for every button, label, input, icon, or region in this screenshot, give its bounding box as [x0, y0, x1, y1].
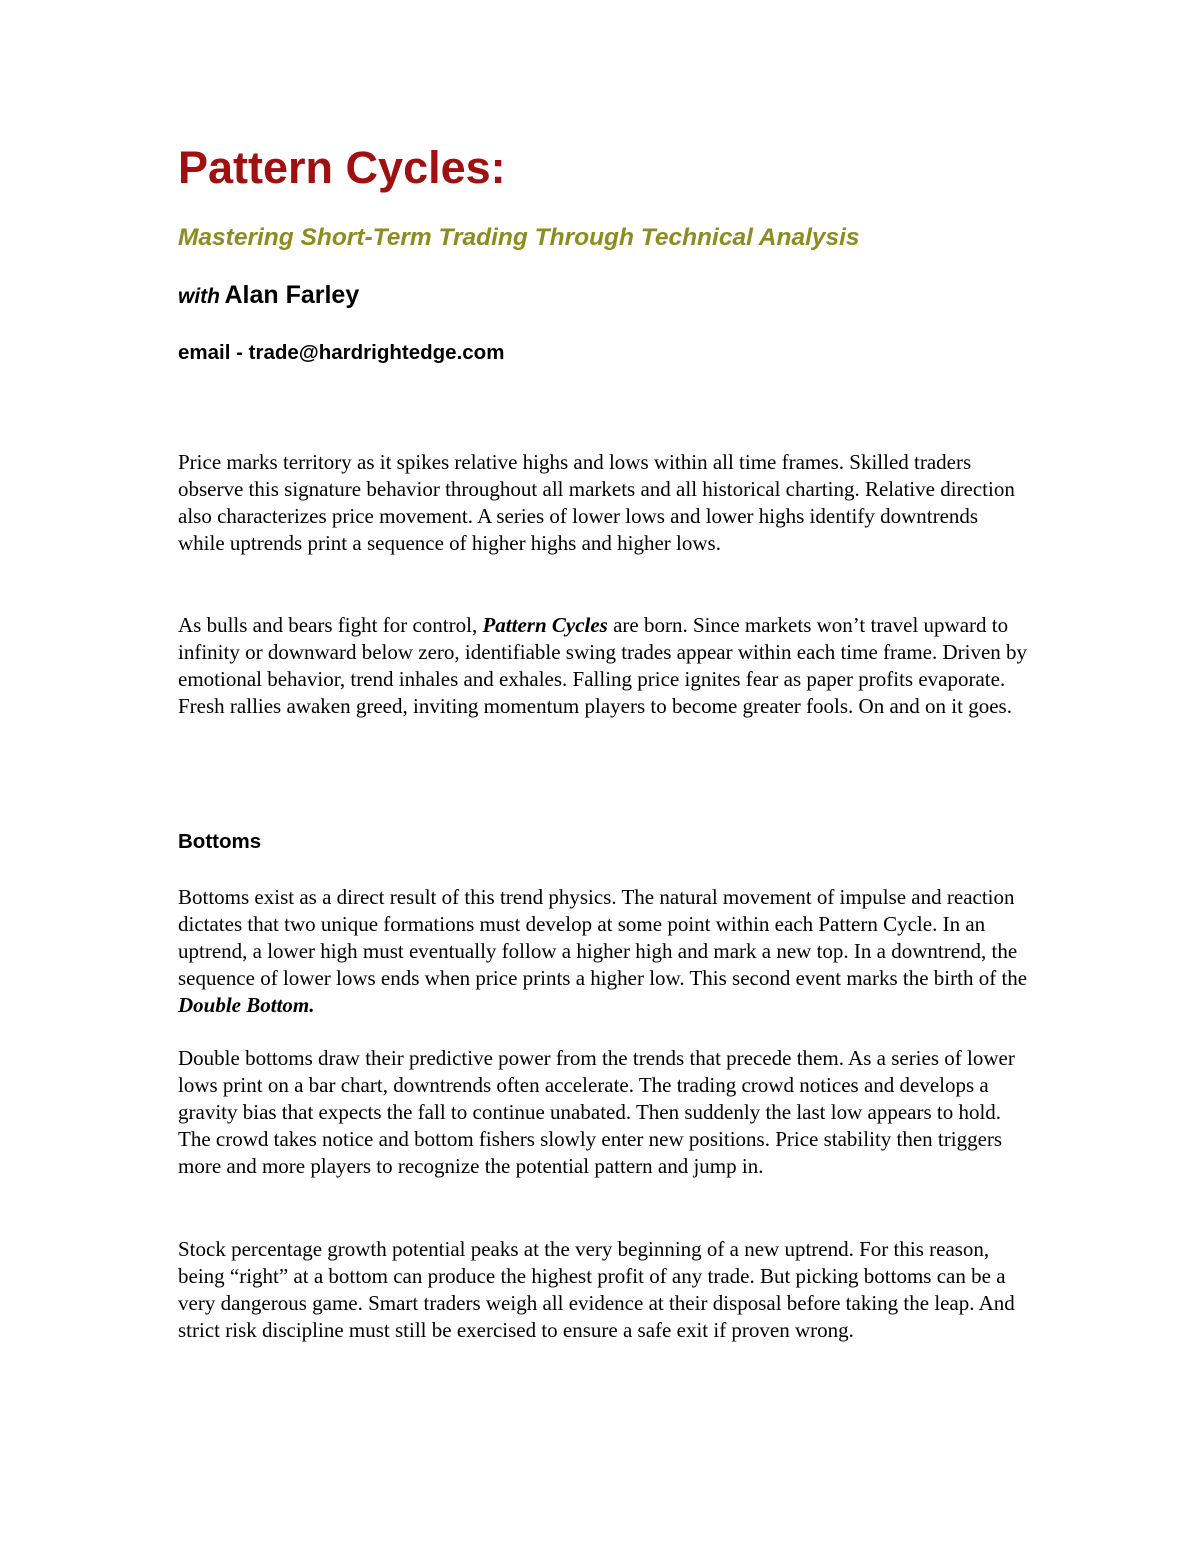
bottoms-paragraph-3: Stock percentage growth potential peaks at the very beginning of a new uptrend. For this reason, being “right” at a bottom can produce the highest profit of any trade. But picking bottoms can be a very dangerous game. Smart traders weigh all evidence at their disposal before taking the leap. And strict risk discipline must still be exercised to ensure a safe exit if proven wrong.	[178, 1237, 1015, 1342]
author-line	[178, 281, 359, 310]
author-name: Alan Farley	[224, 281, 360, 309]
double-bottom-emphasis: Double Bottom.	[178, 993, 315, 1017]
document-subtitle: Mastering Short-Term Trading Through Technical Analysis	[178, 224, 860, 251]
section-heading-bottoms: Bottoms	[178, 830, 262, 853]
intro-paragraph-1: Price marks territory as it spikes relative highs and lows within all time frames. Skilled traders observe this signature behavior throughout all markets and all historical charting. Relative direction also characterizes price movement. A series of lower lows and lower highs identify downtrends while uptrends print a sequence of higher highs and higher lows.	[178, 450, 1015, 555]
paragraph-text: are born. Since markets won’t travel upward to infinity or downward below zero, identifiable swing trades appear within each time frame. Driven by emotional behavior, trend inhales and exhales. Falling price ignites fear as paper profits evaporate. Fresh rallies awaken greed, inviting momentum players to become greater fools. On and on it goes.	[178, 613, 1028, 718]
email-line: email - trade@hardrightedge.com	[178, 341, 505, 364]
pattern-cycles-emphasis: Pattern Cycles	[482, 613, 608, 637]
author-prefix: with	[178, 285, 220, 308]
paragraph-text: As bulls and bears fight for control,	[178, 613, 483, 637]
intro-paragraph-2	[178, 612, 1028, 720]
bottoms-paragraph-1	[178, 884, 1028, 1019]
bottoms-paragraph-2: Double bottoms draw their predictive power from the trends that precede them. As a series of lower lows print on a bar chart, downtrends often accelerate. The trading crowd notices and develops a gravity bias that expects the fall to continue unabated. Then suddenly the last low appears to hold. The crowd takes notice and bottom fishers slowly enter new positions. Price stability then triggers more and more players to recognize the potential pattern and jump in.	[178, 1046, 1015, 1178]
document-title: Pattern Cycles:	[178, 142, 506, 193]
paragraph-text: Bottoms exist as a direct result of this trend physics. The natural movement of impulse and reaction dictates that two unique formations must develop at some point within each Pattern Cycle. In an uptrend, a lower high must eventually follow a higher high and mark a new top. In a downtrend, the sequence of lower lows ends when price prints a higher low. This second event marks the birth of the	[178, 885, 1028, 990]
